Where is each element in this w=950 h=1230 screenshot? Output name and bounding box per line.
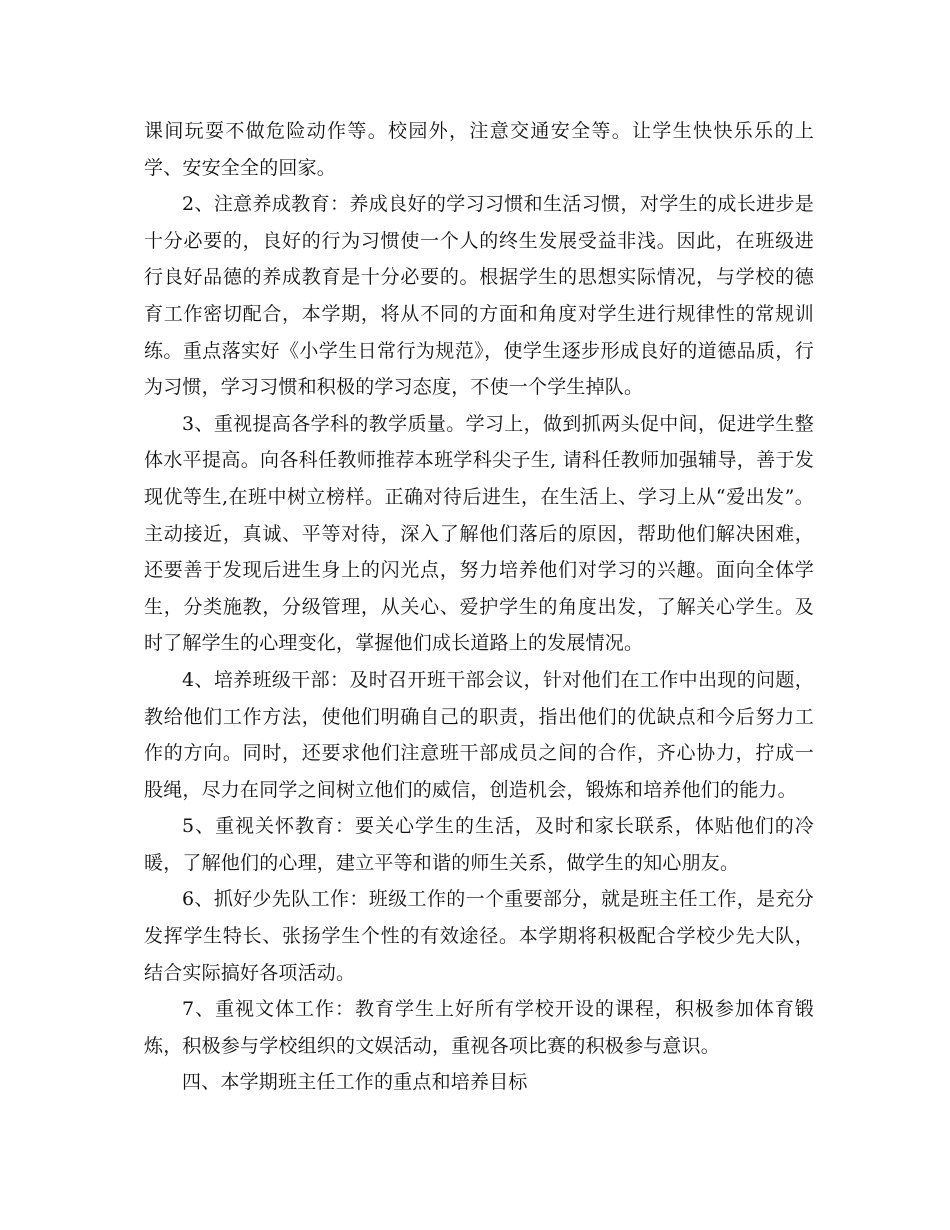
paragraph-teaching-quality: 3、重视提高各学科的教学质量。学习上，做到抓两头促中间，促进学生整体水平提高。向各科任教师推荐本班学科尖子生, 请科任教师加强辅导，善于发现优等生,在班中树立榜样。正确对待后进生，在生活上、学习上从“爱出发”。主动接近，真诚、平等对待，深入了解他们落后的原因，帮助他们解决困难，还要善于发现后进生身上的闪光点，努力培养他们对学习的兴趣。面向全体学生，分类施教，分级管理，从关心、爱护学生的角度出发，了解关心学生。及时了解学生的心理变化，掌握他们成长道路上的发展情况。 <box>144 412 814 655</box>
document-body <box>144 113 814 1101</box>
section-heading-goals: 四、本学期班主任工作的重点和培养目标 <box>182 1071 528 1094</box>
paragraph-care-education: 5、重视关怀教育：要关心学生的生活，及时和家长联系，体贴他们的冷暖，了解他们的心理，建立平等和谐的师生关系，做学生的知心朋友。 <box>144 815 814 874</box>
paragraph-safety-continued: 课间玩耍不做危险动作等。校园外，注意交通安全等。让学生快快乐乐的上学、安安全全的回家。 <box>144 120 814 179</box>
paragraph-sports-culture: 7、重视文体工作：教育学生上好所有学校开设的课程，积极参加体育锻炼，积极参与学校组织的文娱活动，重视各项比赛的积极参与意识。 <box>144 998 814 1057</box>
paragraph-class-cadres: 4、培养班级干部：及时召开班干部会议，针对他们在工作中出现的问题，教给他们工作方法，使他们明确自己的职责，指出他们的优缺点和今后努力工作的方向。同时，还要求他们注意班干部成员之间的合作，齐心协力，拧成一股绳，尽力在同学之间树立他们的威信，创造机会，锻炼和培养他们的能力。 <box>144 668 814 801</box>
paragraph-young-pioneers: 6、抓好少先队工作：班级工作的一个重要部分，就是班主任工作，是充分发挥学生特长、张扬学生个性的有效途径。本学期将积极配合学校少先大队，结合实际搞好各项活动。 <box>144 888 814 984</box>
paragraph-habit-education: 2、注意养成教育：养成良好的学习习惯和生活习惯，对学生的成长进步是十分必要的，良好的行为习惯使一个人的终生发展受益非浅。因此，在班级进行良好品德的养成教育是十分必要的。根据学生的思想实际情况，与学校的德育工作密切配合，本学期，将从不同的方面和角度对学生进行规律性的常规训练。重点落实好《小学生日常行为规范》，使学生逐步形成良好的道德品质，行为习惯，学习习惯和积极的学习态度，不使一个学生掉队。 <box>144 193 814 399</box>
